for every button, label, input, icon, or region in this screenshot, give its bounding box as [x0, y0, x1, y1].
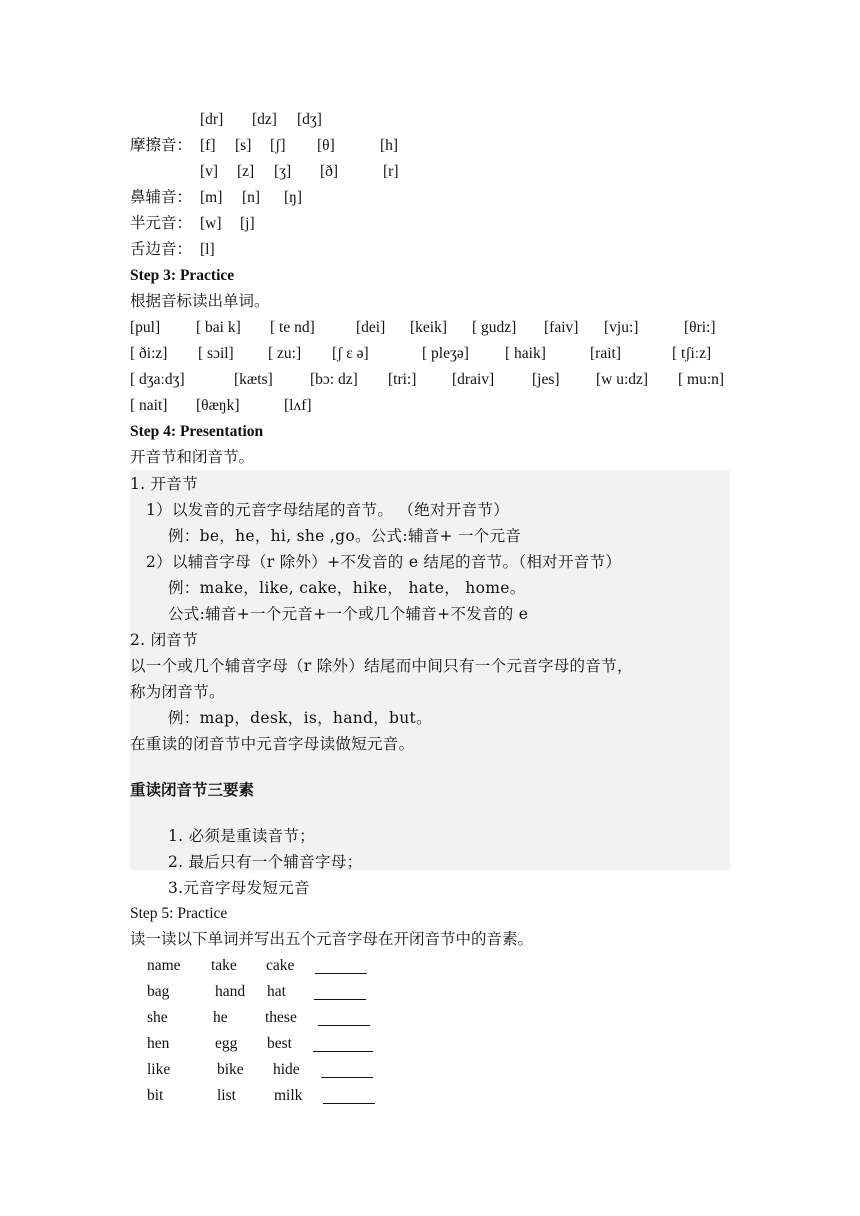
phonetic-word: [ pleʒə] [422, 345, 469, 362]
open-example-1: 例：be，he，hi, she ,go。公式:辅音+ 一个元音 [168, 527, 522, 545]
word: best [267, 1035, 292, 1052]
closed-syllable-title: 2. 闭音节 [130, 631, 199, 649]
phonetic-word: [tri:] [388, 371, 417, 388]
three-element-item: 2. 最后只有一个辅音字母； [168, 853, 363, 871]
phonetic-word: [kæts] [234, 371, 273, 388]
step5-instruction: 读一读以下单词并写出五个元音字母在开闭音节中的音素。 [130, 931, 534, 948]
word: name [147, 957, 181, 974]
open-syllable-title: 1. 开音节 [130, 475, 199, 493]
nasal-label: 鼻辅音： [130, 189, 193, 206]
word: bit [147, 1087, 164, 1104]
word: hide [273, 1061, 300, 1078]
step3-heading: Step 3: Practice [130, 267, 235, 284]
step4-intro: 开音节和闭音节。 [130, 449, 255, 466]
three-element-item: 1. 必须是重读音节； [168, 827, 316, 845]
semivowel-w: [w] [200, 215, 222, 232]
phonetic-word: [ bai k] [196, 319, 241, 336]
phonetic-word: [ gudz] [472, 319, 517, 336]
phonetic-word: [ zu:] [268, 345, 302, 362]
phonetic-word: [ dʒaːdʒ] [130, 371, 185, 388]
phonetic-word: [bɔ: dz] [310, 371, 358, 388]
closed-definition-2: 称为闭音节。 [130, 683, 225, 701]
fricative-f: [f] [200, 137, 216, 154]
fricative-zh: [ʒ] [274, 163, 292, 180]
lateral-label: 舌边音： [130, 241, 193, 258]
nasal-n: [n] [242, 189, 261, 206]
step4-heading: Step 4: Presentation [130, 423, 264, 440]
fricative-label: 摩擦音： [130, 137, 193, 154]
phonetic-word: [ haik] [505, 345, 546, 362]
phonetic-word: [pul] [130, 319, 161, 336]
step3-instruction: 根据音标读出单词。 [130, 293, 270, 310]
phonetic-word: [rait] [590, 345, 621, 362]
phonetic-word: [ sɔil] [198, 345, 234, 362]
phonetic-word: [keik] [410, 319, 448, 336]
fricative-z: [z] [237, 163, 255, 180]
word: hen [147, 1035, 170, 1052]
answer-blank [318, 1025, 370, 1026]
answer-blank [314, 999, 366, 1000]
nasal-ng: [ŋ] [284, 189, 302, 206]
lateral-l: [l] [200, 241, 215, 258]
semivowel-j: [j] [240, 215, 255, 232]
word: she [147, 1009, 168, 1026]
affricate-dr: [dr] [200, 111, 224, 128]
word: cake [266, 957, 295, 974]
open-rule-2: 2）以辅音字母（r 除外）+不发音的 e 结尾的音节。（相对开音节） [146, 553, 622, 571]
answer-blank [323, 1103, 375, 1104]
word: these [265, 1009, 297, 1026]
phonetic-word: [ʃ ε ə] [332, 345, 369, 362]
phonetic-word: [θæŋk] [196, 397, 240, 414]
phonetic-word: [θri:] [684, 319, 716, 336]
nasal-m: [m] [200, 189, 223, 206]
three-elements-heading: 重读闭音节三要素 [130, 781, 255, 799]
fricative-r: [r] [383, 163, 399, 180]
three-element-item: 3.元音字母发短元音 [168, 879, 310, 897]
word: bag [147, 983, 170, 1000]
phonetic-word: [ tʃiːz] [672, 345, 712, 362]
word: like [147, 1061, 171, 1078]
fricative-v: [v] [200, 163, 219, 180]
answer-blank [313, 1051, 373, 1052]
affricate-dzh: [dʒ] [297, 111, 322, 128]
word: milk [274, 1087, 303, 1104]
phonetic-word: [ te nd] [270, 319, 315, 336]
phonetic-word: [faiv] [544, 319, 579, 336]
word: take [211, 957, 237, 974]
word: hat [267, 983, 286, 1000]
word: bike [217, 1061, 244, 1078]
answer-blank [315, 973, 367, 974]
fricative-s: [s] [235, 137, 252, 154]
word: list [217, 1087, 236, 1104]
phonetic-word: [ nait] [130, 397, 168, 414]
affricate-dz: [dz] [252, 111, 277, 128]
fricative-h: [h] [380, 137, 399, 154]
open-example-2: 例：make，like, cake，hike， hate， home。 [168, 579, 526, 597]
open-rule-1: 1）以发音的元音字母结尾的音节。 （绝对开音节） [146, 501, 509, 519]
fricative-sh: [ʃ] [270, 137, 286, 154]
word: egg [215, 1035, 238, 1052]
word: he [213, 1009, 228, 1026]
phonetic-word: [vju:] [604, 319, 639, 336]
phonetic-word: [jes] [532, 371, 560, 388]
phonetic-word: [ ði:z] [130, 345, 168, 362]
phonetic-word: [draiv] [452, 371, 495, 388]
phonetic-word: [lʌf] [284, 397, 312, 414]
phonetic-word: [w u:dz] [596, 371, 649, 388]
closed-definition-1: 以一个或几个辅音字母（r 除外）结尾而中间只有一个元音字母的音节， [130, 657, 633, 675]
closed-example: 例：map，desk，is，hand，but。 [168, 709, 432, 727]
open-formula-2: 公式:辅音+一个元音+一个或几个辅音+不发音的 e [168, 605, 529, 623]
answer-blank [321, 1077, 373, 1078]
fricative-dh: [ð] [320, 163, 339, 180]
fricative-th: [θ] [317, 137, 335, 154]
word: hand [215, 983, 246, 1000]
phonetic-word: [ mu:n] [678, 371, 725, 388]
semivowel-label: 半元音： [130, 215, 193, 232]
step5-heading: Step 5: Practice [130, 905, 228, 922]
phonetic-word: [dei] [356, 319, 386, 336]
closed-note: 在重读的闭音节中元音字母读做短元音。 [130, 735, 415, 753]
